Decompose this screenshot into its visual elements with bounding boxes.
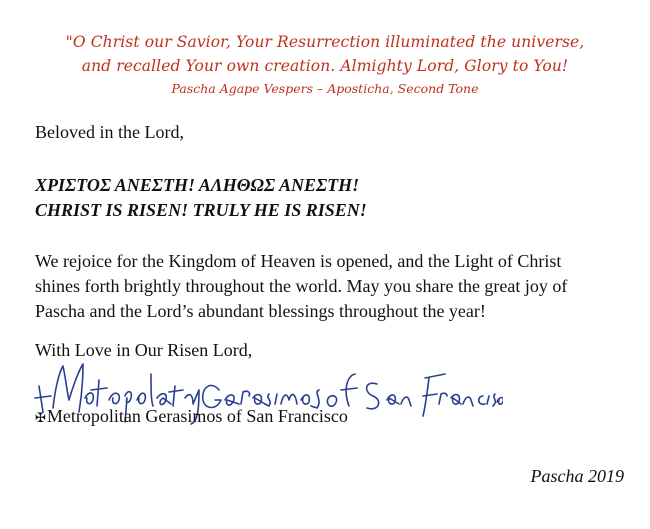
epigraph-line-2: and recalled Your own creation. Almighty Lord, Glory to You! (81, 57, 569, 75)
body-line-2: shines forth brightly throughout the world. May you share the great joy of (35, 276, 568, 296)
letter-date: Pascha 2019 (530, 466, 624, 486)
paschal-greeting (35, 173, 625, 223)
body-paragraph (35, 249, 625, 324)
cross-icon: ✠ (35, 410, 46, 425)
body-line-3: Pascha and the Lord’s abundant blessings throughout the year! (35, 301, 486, 321)
closing: With Love in Our Risen Lord, (35, 340, 253, 360)
epigraph (0, 30, 650, 99)
greeting: Beloved in the Lord, (35, 122, 184, 142)
epigraph-line-1: "O Christ our Savior, Your Resurrection illuminated the universe, (65, 33, 585, 51)
body-line-1: We rejoice for the Kingdom of Heaven is opened, and the Light of Christ (35, 251, 562, 271)
signatory (35, 405, 348, 429)
epigraph-source: Pascha Agape Vespers – Aposticha, Second Tone (171, 81, 479, 96)
signatory-name: Metropolitan Gerasimos of San Francisco (46, 406, 348, 426)
paschal-english: CHRIST IS RISEN! TRULY HE IS RISEN! (35, 200, 367, 220)
paschal-greek: ΧΡΙΣΤΟΣ ΑΝΕΣΤΗ! ΑΛΗΘΩΣ ΑΝΕΣΤΗ! (35, 175, 360, 195)
